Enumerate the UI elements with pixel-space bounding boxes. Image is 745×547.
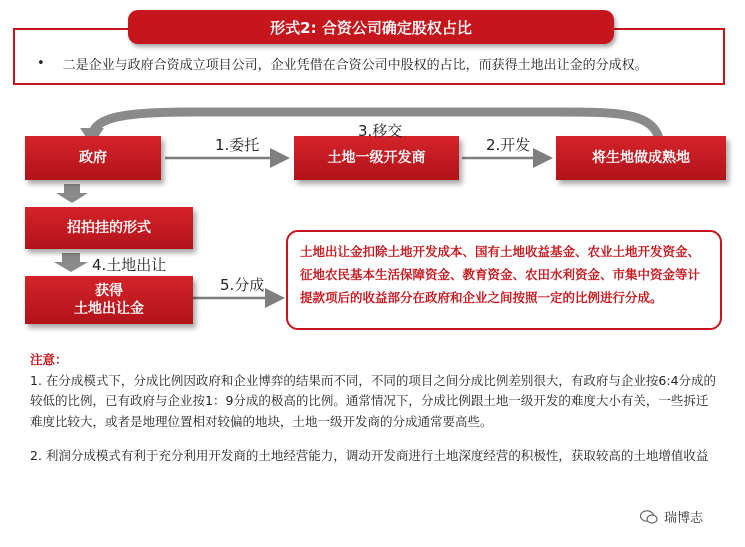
label-share: 5.分成 [220,276,265,294]
watermark [640,507,703,526]
label-entrust: 1.委托 [215,136,260,154]
watermark-text: 瑞博志 [664,511,704,526]
notes-heading: 注意： [30,352,68,367]
revenue-share-note: 土地出让金扣除土地开发成本、国有土地收益基金、农业土地开发资金、征地农民基本生活保障资金、教育资金、农田水利资金、市集中资金等计提款项后的收益部分在政府和企业之间按照一定的比例进行分成。 [286,230,722,330]
node-auction: 招拍挂的形式 [25,207,193,249]
node-government: 政府 [25,136,161,180]
node-developer: 土地一级开发商 [294,136,459,180]
node-obtain-line1: 获得 [95,283,123,299]
description-bullet: • [37,56,45,71]
note-item-1: 1. 在分成模式下，分成比例因政府和企业博弈的结果而不同，不同的项目之间分成比例差别很大，有政府与企业按6:4分成的较低的比例，已有政府与企业按1：9分成的极高的比例。通常情况下，分成比例跟土地一级开发的难度大小有关，一些拆迁难度比较大，或者是地理位置相对较偏的地块，土地一级开发商的分成通常要高些。 [30,372,717,429]
note-item-2: 2. 利润分成模式有利于充分利用开发商的土地经营能力，调动开发商进行土地深度经营的积极性，获取较高的土地增值收益 [30,448,709,463]
notes-section [30,350,720,467]
down-arrow-1 [56,184,88,203]
page-title: 形式2: 合资公司确定股权占比 [128,10,614,44]
label-develop: 2.开发 [486,136,531,154]
label-land-sale: 4.土地出让 [92,256,167,274]
node-obtain-line2: 土地出让金 [74,301,144,317]
label-transfer: 3.移交 [358,122,403,140]
wechat-icon [640,510,658,524]
node-obtain [25,276,193,324]
description-text: 二是企业与政府合资成立项目公司，企业凭借在合资公司中股权的占比，而获得土地出让金的分成权。 [62,58,648,73]
down-arrow-2 [54,253,88,272]
node-mature-land: 将生地做成熟地 [556,136,726,180]
